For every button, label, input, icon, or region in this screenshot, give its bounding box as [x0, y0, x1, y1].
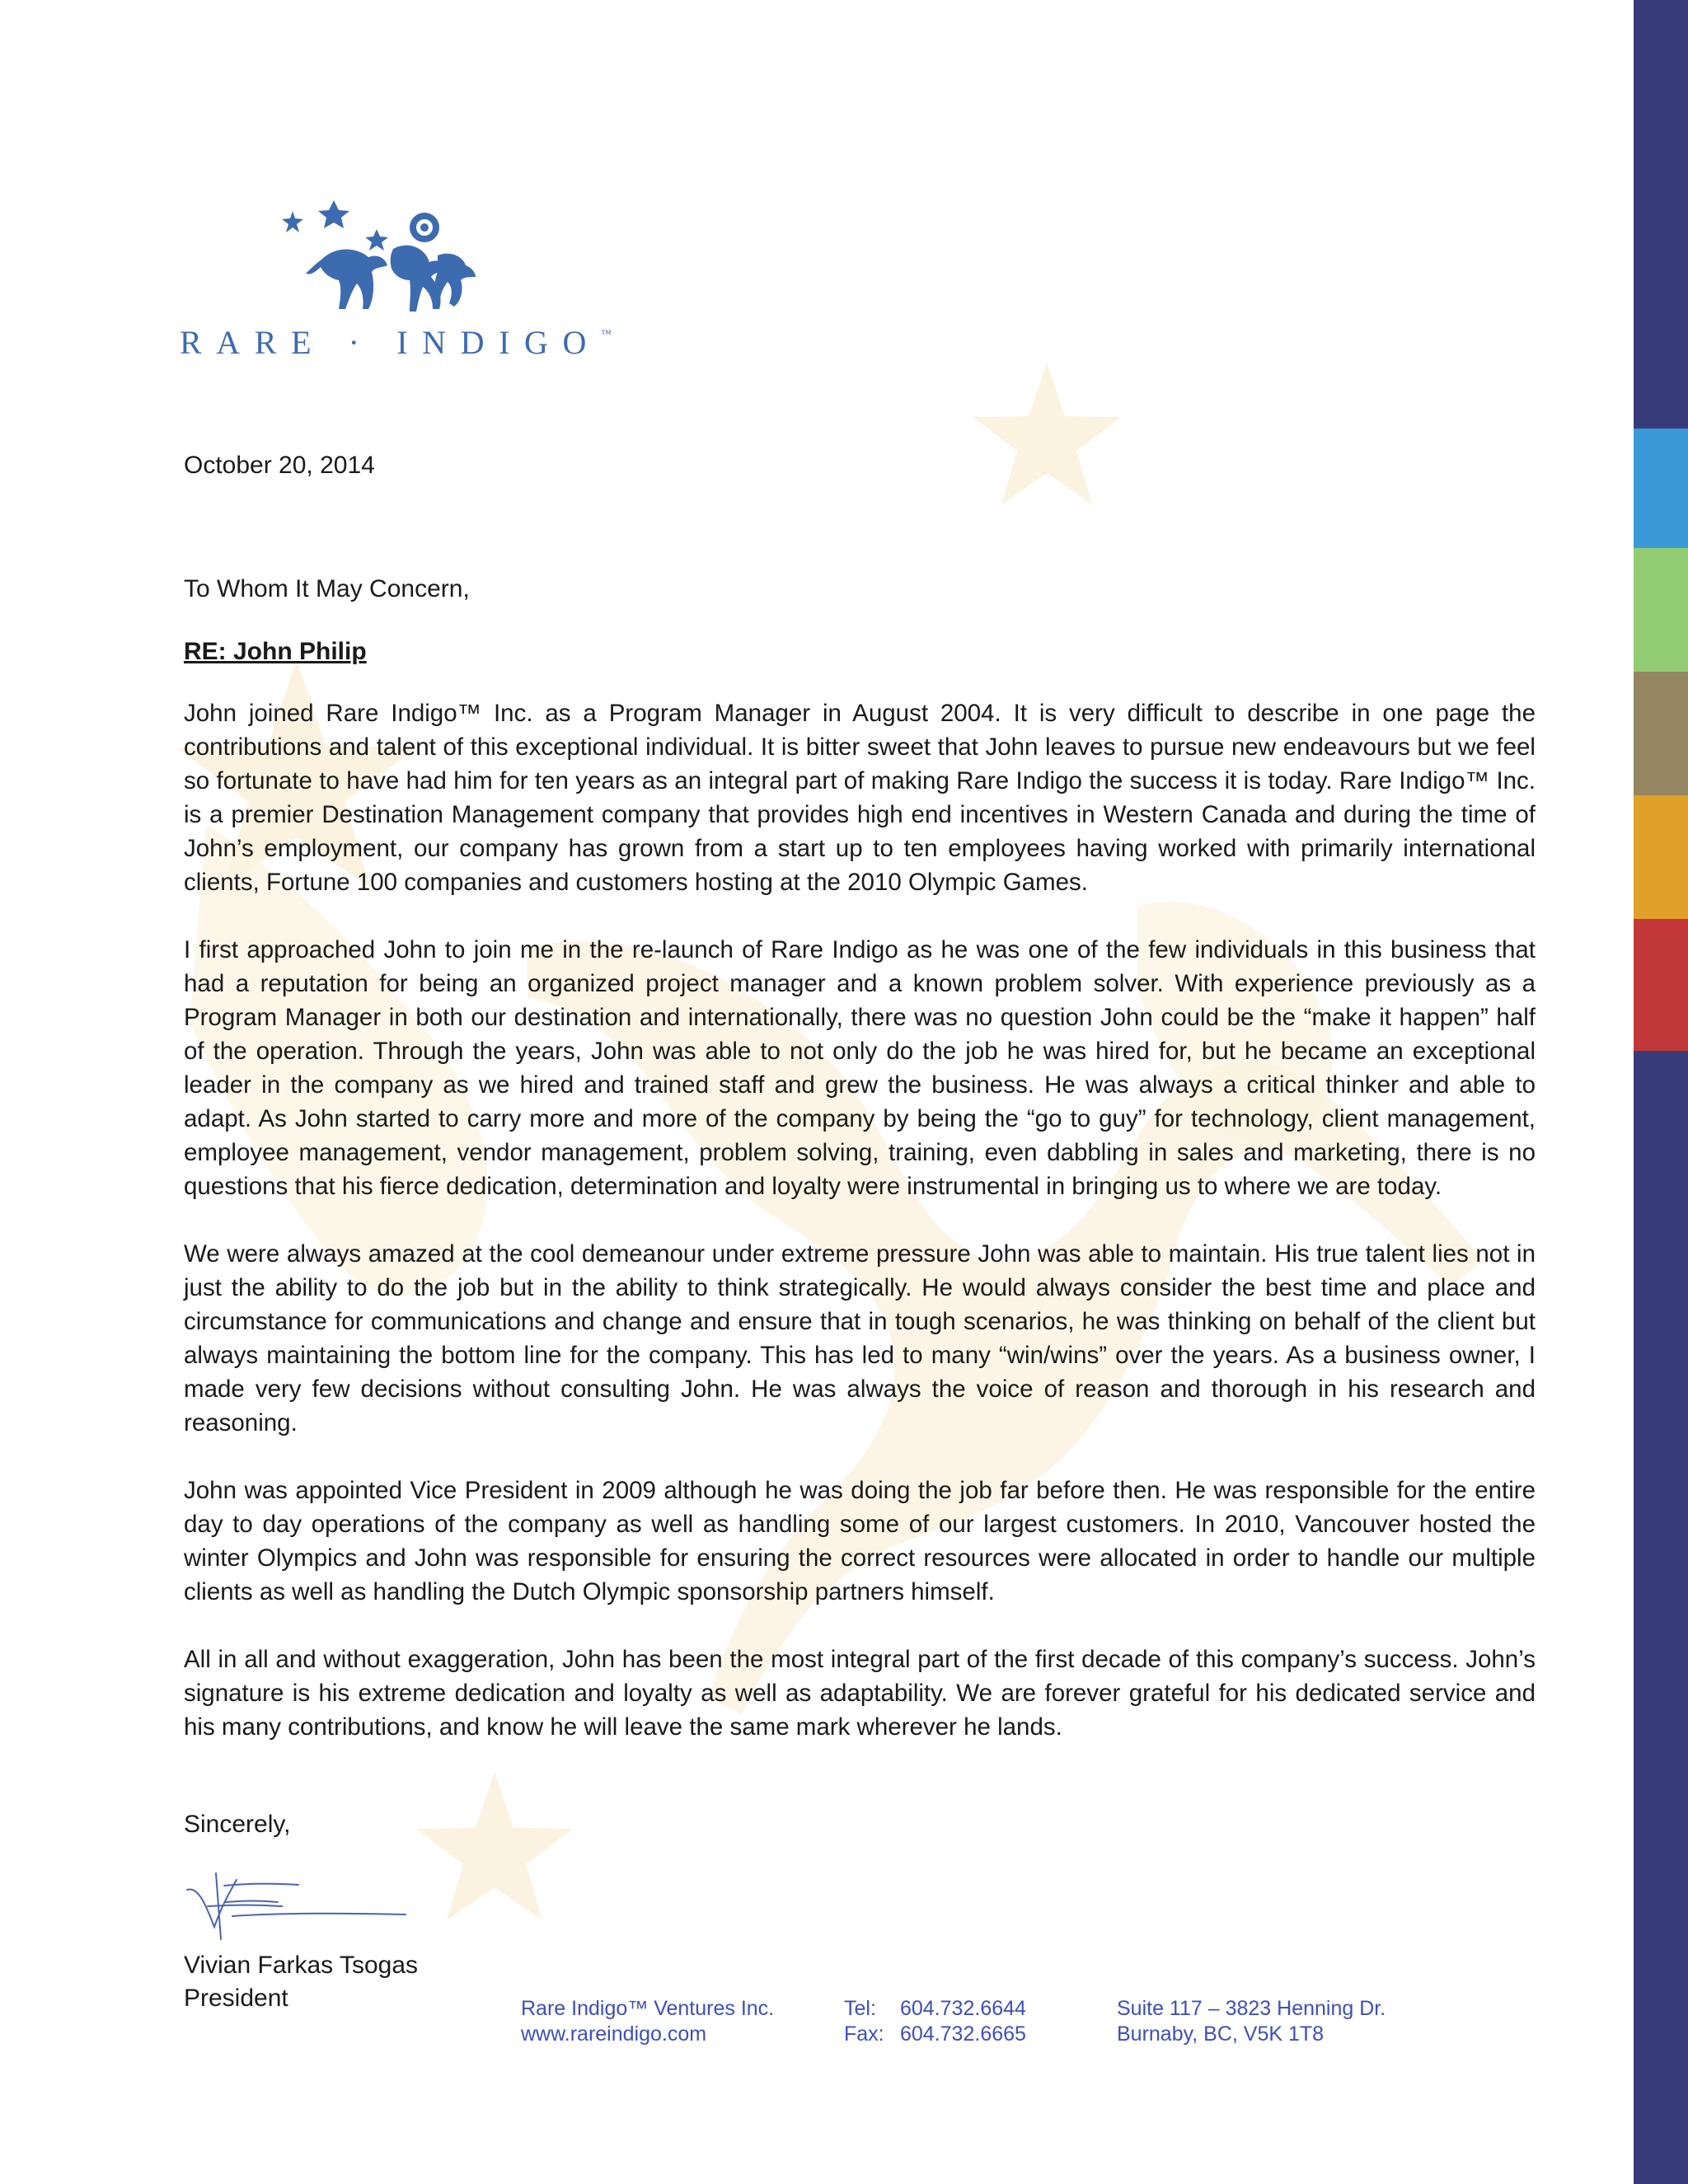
body-paragraph: I first approached John to join me in the re-launch of Rare Indigo as he was one of the few individuals in this business that had a reputation for being an organized project manager and a known problem solver. With experience previously as a Program Manager in both our destination and internationally, there was no question John could be the “make it happen” half of the operation. Through the years, John was able to not only do the job he was hired for, but he became an exceptional leader in the company as we hired and trained staff and grew the business. He was always a critical thinker and able to adapt. As John started to carry more and more of the company by being the “go to guy” for technology, client management, employee management, vendor management, problem solving, training, even dabbling in sales and marketing, there is no questions that his fierce dedication, determination and loyalty were instrumental in bringing us to where we are today. — [184, 936, 1536, 1200]
footer-fax — [844, 2022, 1026, 2047]
body-paragraph: John was appointed Vice President in 2009 although he was doing the job far before then. He was responsible for the entire day to day operations of the company as well as handling some of our largest customers. In 2010, Vancouver hosted the winter Olympics and John was responsible for ensuring the correct resources were allocated in order to handle our multiple clients as well as handling the Dutch Olympic sponsorship partners himself. — [184, 1477, 1536, 1605]
watermark-star-bottom — [416, 1772, 573, 1920]
color-bar-segment — [1634, 795, 1688, 919]
signer-title: President — [184, 1985, 288, 2012]
color-bar-segment — [1634, 0, 1688, 429]
signer-name: Vivian Farkas Tsogas — [184, 1952, 419, 1979]
salutation: To Whom It May Concern, — [184, 575, 470, 602]
sidebar-color-bar — [1634, 0, 1688, 2184]
footer-address-block — [1117, 1996, 1386, 2047]
address-line-2: Burnaby, BC, V5K 1T8 — [1117, 2022, 1325, 2046]
logo-wordmark: RARE · INDIGO™ — [180, 324, 612, 361]
letter-body — [184, 696, 1536, 1778]
body-paragraph: John joined Rare Indigo™ Inc. as a Program Manager in August 2004. It is very difficult to describe in one page the contributions and talent of this exceptional individual. It is bitter sweet that John leaves to pursue new endeavours but we feel so fortunate to have had him for ten years as an integral part of making Rare Indigo the success it is today. Rare Indigo™ Inc. is a premier Destination Management company that provides high end incentives in Western Canada and during the time of John’s employment, our company has grown from a start up to ten employees having worked with primarily international clients, Fortune 100 companies and customers hosting at the 2010 Olympic Games. — [184, 700, 1536, 896]
watermark-star-top — [973, 363, 1121, 504]
company-logo — [177, 198, 672, 371]
footer-website-link[interactable]: www.rareindigo.com — [521, 2022, 707, 2046]
tel-number: 604.732.6644 — [900, 1997, 1026, 2020]
color-bar-segment — [1634, 672, 1688, 795]
color-bar-segment — [1634, 919, 1688, 1051]
footer-company-name: Rare Indigo™ Ventures Inc. — [521, 1997, 775, 2020]
fax-label: Fax: — [844, 2022, 884, 2046]
address-line-1: Suite 117 – 3823 Henning Dr. — [1117, 1997, 1386, 2020]
color-bar-segment — [1634, 429, 1688, 548]
tel-label: Tel: — [844, 1997, 876, 2020]
footer-company-block — [521, 1996, 774, 2047]
body-paragraph: All in all and without exaggeration, John has been the most integral part of the first decade of this company’s success. John’s signature is his extreme dedication and loyalty as well as adaptability. We are forever grateful for his dedicated service and his many contributions, and know he will leave the same mark wherever he lands. — [184, 1646, 1536, 1741]
trademark-symbol: ™ — [601, 327, 612, 340]
subject-line: RE: John Philip — [184, 638, 367, 665]
color-bar-segment — [1634, 548, 1688, 672]
color-bar-segment — [1634, 1051, 1688, 2184]
logo-dogs-graphic — [177, 198, 490, 321]
closing: Sincerely, — [184, 1811, 291, 1838]
fax-number: 604.732.6665 — [900, 2022, 1026, 2046]
letter-date: October 20, 2014 — [184, 452, 375, 479]
handwritten-signature — [183, 1865, 414, 1943]
footer-tel — [844, 1996, 1026, 2022]
body-paragraph: We were always amazed at the cool demeanour under extreme pressure John was able to maintain. His true talent lies not in just the ability to do the job but in the ability to think strategically. He would always consider the best time and place and circumstance for communications and change and ensure that in tough scenarios, he was thinking on behalf of the client but always maintaining the bottom line for the company. This has led to many “win/wins” over the years. As a business owner, I made very few decisions without consulting John. He was always the voice of reason and thorough in his research and reasoning. — [184, 1240, 1536, 1436]
footer-contact-block — [844, 1996, 1026, 2047]
